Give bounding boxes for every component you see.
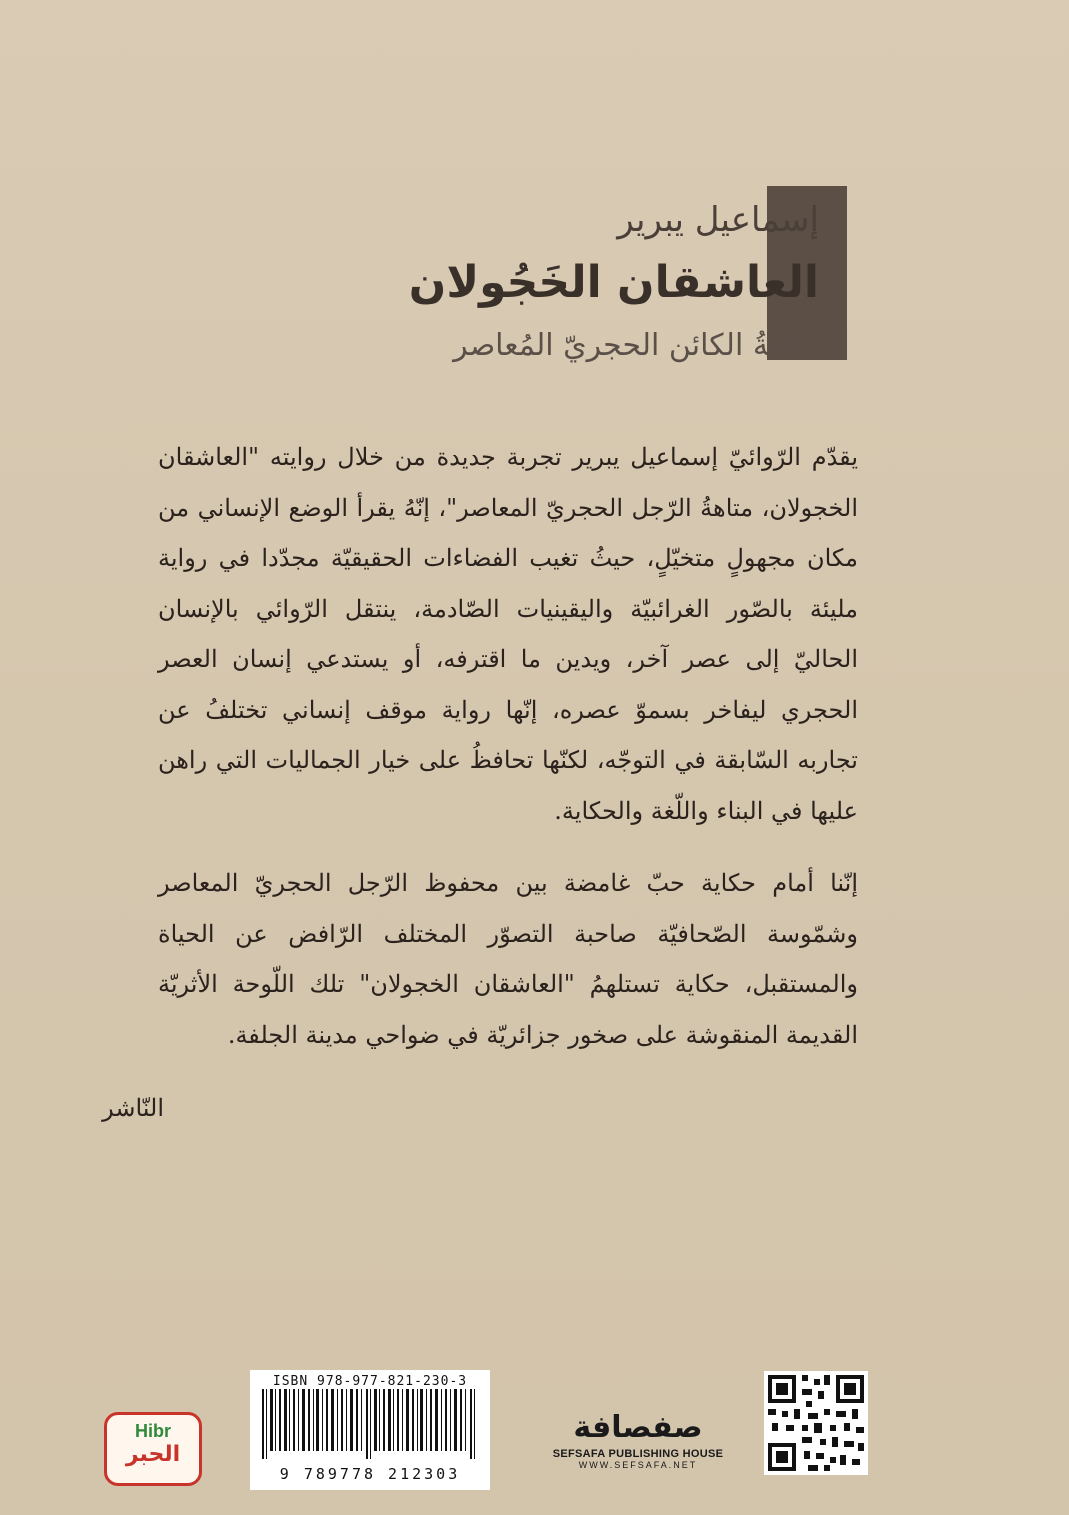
hibr-logo (104, 1412, 202, 1486)
hibr-logo-arabic: الحبر (125, 1442, 181, 1467)
barcode-bars (258, 1389, 482, 1459)
qr-code-icon (764, 1371, 868, 1475)
hibr-logo-latin: Hibr (135, 1421, 171, 1441)
publisher-name: SEFSAFA PUBLISHING HOUSE (552, 1448, 724, 1460)
title-block (299, 188, 819, 366)
publisher-logo (548, 1408, 728, 1470)
blurb (158, 432, 858, 1060)
author-name: إسماعيل يبرير (617, 200, 819, 240)
isbn-text: ISBN 978-977-821-230-3 (272, 1374, 468, 1389)
isbn-barcode (250, 1370, 490, 1490)
book-subtitle: مَتاهةُ الكائن الحجريّ المُعاصر (453, 328, 819, 363)
publisher-mark: صفصافة (573, 1410, 703, 1445)
publisher-url: WWW.SEFSAFA.NET (578, 1460, 698, 1470)
qr-code (764, 1371, 868, 1475)
blurb-paragraph-1: يقدّم الرّوائيّ إسماعيل يبرير تجربة جديدة من خلال روايته "العاشقان الخجولان، متاهةُ الرّجل الحجريّ المعاصر"، إنّهُ يقرأ الوضع الإنساني من مكان مجهولٍ متخيّلٍ، حيثُ تغيب الفضاءات الحقيقيّة مجدّدا في رواية مليئة بالصّور الغرائبيّة واليقينيات الصّادمة، ينتقل الرّوائي بالإنسان الحاليّ إلى عصر آخر، ويدين ما اقترفه، أو يستدعي إنسان العصر الحجري ليفاخر بسموّ عصره، إنّها رواية موقف إنساني تختلفُ عن تجاربه السّابقة في التوجّه، لكنّها تحافظُ على خيار الجماليات التي راهن عليها في البناء واللّغة والحكاية. (158, 443, 858, 825)
barcode-number: 9 789778 212303 (279, 1465, 461, 1483)
blurb-paragraph-2: إنّنا أمام حكاية حبّ غامضة بين محفوظ الرّجل الحجريّ المعاصر وشمّوسة الصّحافيّة صاحبة التصوّر المختلف الرّافض عن الحياة والمستقبل، حكاية تستلهمُ "العاشقان الخجولان" تلك اللّوحة الأثريّة القديمة المنقوشة على صخور جزائريّة في ضواحي مدينة الجلفة. (158, 869, 859, 1049)
publisher-signature: النّاشر (102, 1094, 164, 1122)
book-title: العاشقان الخَجُولان (408, 257, 819, 308)
